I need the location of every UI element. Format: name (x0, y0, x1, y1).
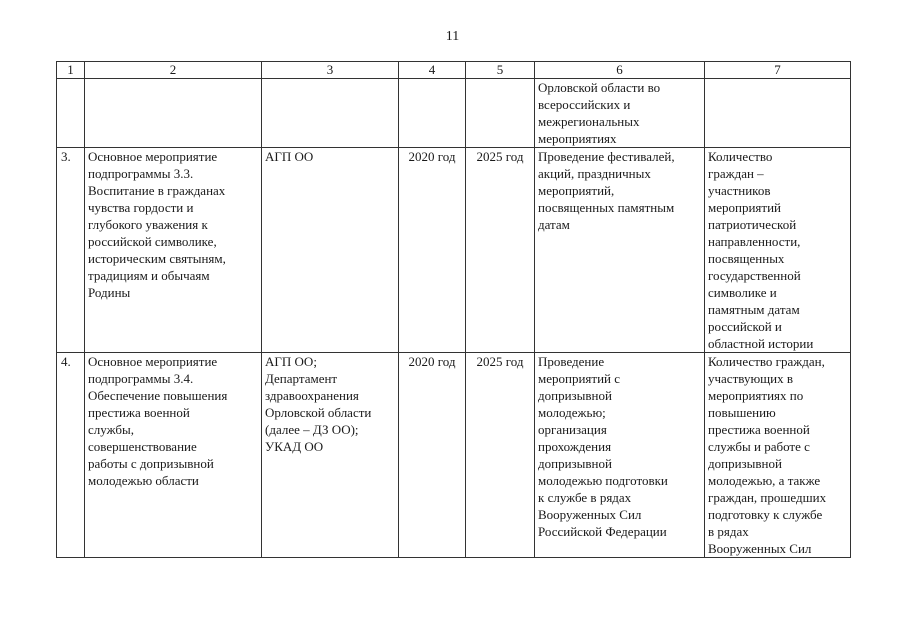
result-cell: Орловской области во всероссийских и межрегиональных мероприятиях (535, 79, 705, 148)
page-number: 11 (445, 29, 460, 44)
table-row (57, 353, 851, 558)
start-year-cell (399, 79, 466, 148)
program-table (56, 61, 851, 558)
start-year-cell: 2020 год (399, 353, 466, 558)
measure-cell: Основное мероприятие подпрограммы 3.3. Воспитание в гражданах чувства гордости и глубокого уважения к российской символике, историческим святыням, традициям и обычаям Родины (85, 148, 262, 353)
column-header: 6 (535, 62, 705, 79)
row-number-cell: 4. (57, 353, 85, 558)
result-cell: Проведение мероприятий с допризывной молодежью; организация прохождения допризывной молодежью подготовки к службе в рядах Вооруженных Сил Российской Федерации (535, 353, 705, 558)
end-year-cell: 2025 год (466, 353, 535, 558)
column-header: 3 (262, 62, 399, 79)
column-header: 7 (705, 62, 851, 79)
table-row (57, 148, 851, 353)
column-header: 1 (57, 62, 85, 79)
end-year-cell: 2025 год (466, 148, 535, 353)
row-number-cell: 3. (57, 148, 85, 353)
measure-cell (85, 79, 262, 148)
column-header: 2 (85, 62, 262, 79)
table-row (57, 79, 851, 148)
measure-cell: Основное мероприятие подпрограммы 3.4. Обеспечение повышения престижа военной службы, совершенствование работы с допризывной молодежью области (85, 353, 262, 558)
executor-cell (262, 79, 399, 148)
row-number-cell (57, 79, 85, 148)
result-cell: Проведение фестивалей, акций, праздничных мероприятий, посвященных памятным датам (535, 148, 705, 353)
end-year-cell (466, 79, 535, 148)
indicator-cell: Количество граждан, участвующих в мероприятиях по повышению престижа военной службы и работе с допризывной молодежью, а также граждан, прошедших подготовку к службе в рядах Вооруженных Сил (705, 353, 851, 558)
executor-cell: АГП ОО; Департамент здравоохранения Орловской области (далее – ДЗ ОО); УКАД ОО (262, 353, 399, 558)
indicator-cell (705, 79, 851, 148)
column-header: 5 (466, 62, 535, 79)
indicator-cell: Количество граждан – участников мероприятий патриотической направленности, посвященных государственной символике и памятным датам российской и областной истории (705, 148, 851, 353)
header-row (57, 62, 851, 79)
start-year-cell: 2020 год (399, 148, 466, 353)
executor-cell: АГП ОО (262, 148, 399, 353)
column-header: 4 (399, 62, 466, 79)
